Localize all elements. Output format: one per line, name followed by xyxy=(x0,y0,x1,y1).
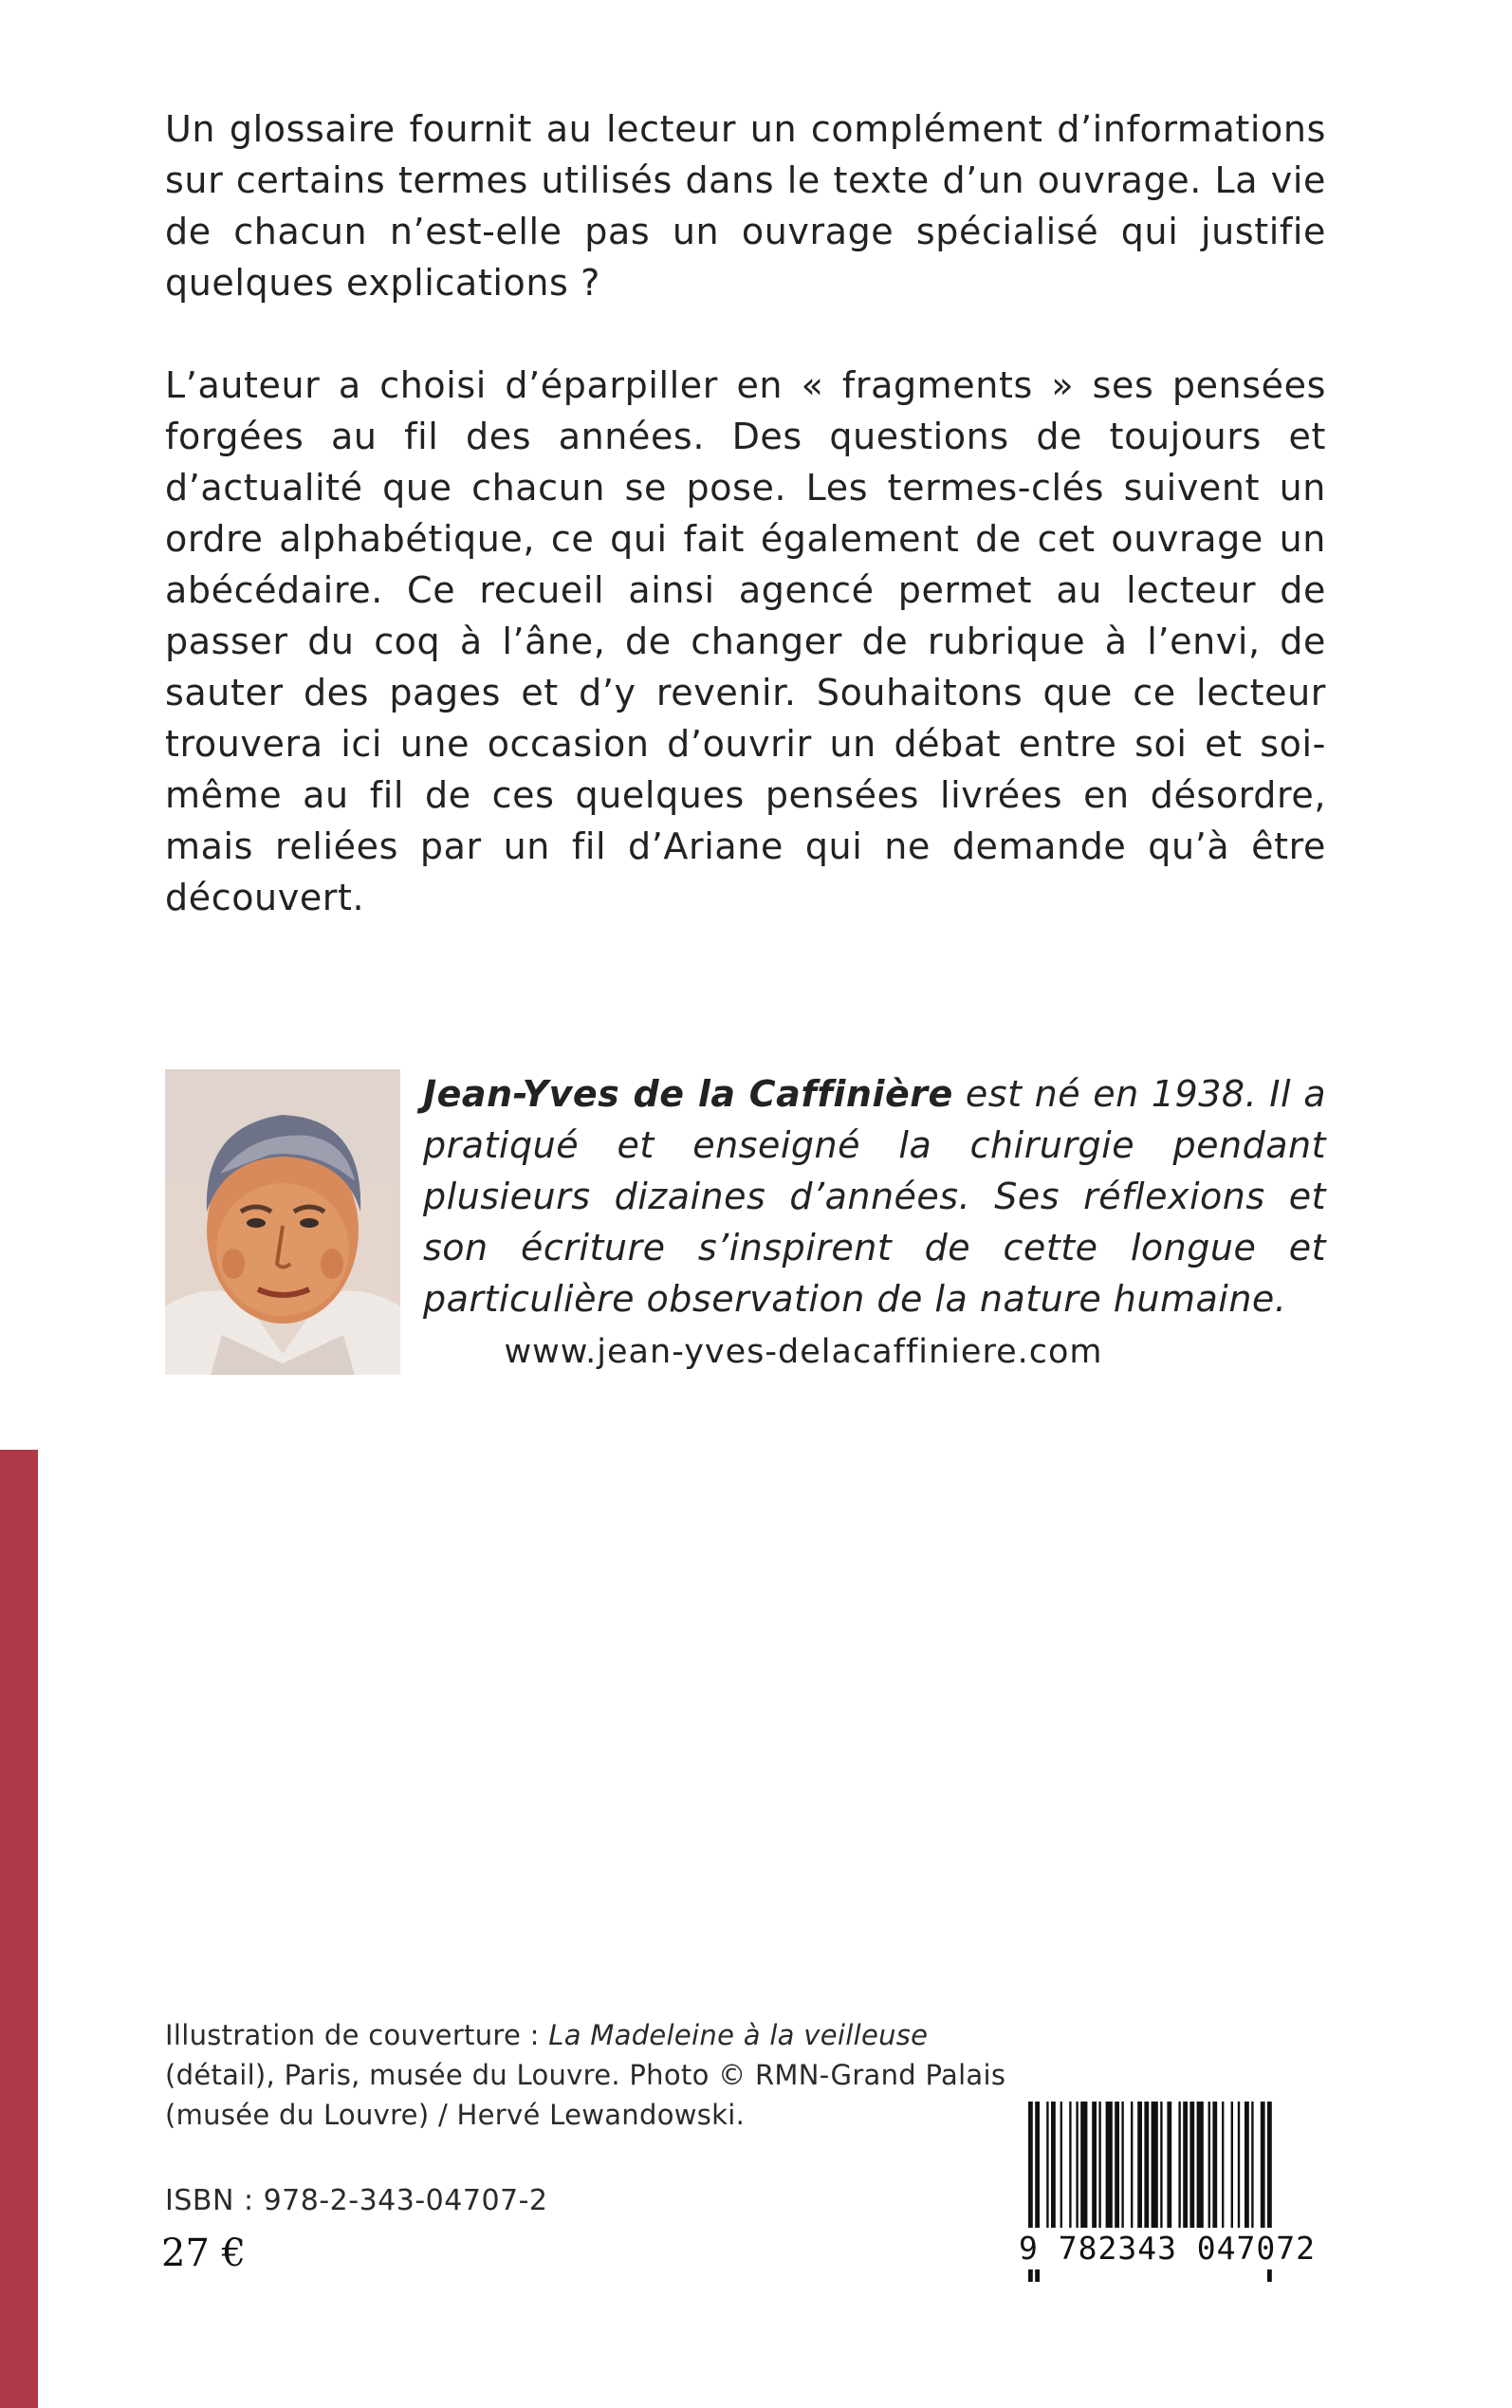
isbn-label: ISBN : 978-2-343-04707-2 xyxy=(165,2184,548,2217)
credits-prefix: Illustration de couverture : xyxy=(165,2019,549,2051)
author-website: www.jean-yves-delacaffiniere.com xyxy=(504,1333,1103,1371)
author-name: Jean-Yves de la Caffinière xyxy=(423,1073,953,1115)
summary-paragraph-2: L’auteur a choisi d’éparpiller en « fragments » ses pensées forgées au fil des années. Des questions de toujours et d’actualité que chacun se pose. Les termes-clés suivent un ordre alphabétique, ce qui fait également de cet ouvrage un abécédaire. Ce recueil ainsi agencé permet au lecteur de passer du coq à l’âne, de changer de rubrique à l’envi, de sauter des pages et d’y revenir. Souhaitons que ce lecteur trouvera ici une occasion d’ouvrir un débat entre soi et soi-même au fil de ces quelques pensées livrées en désordre, mais reliées par un fil d’Ariane qui ne demande qu’à être découvert. xyxy=(165,364,1326,918)
author-portrait xyxy=(165,1069,400,1375)
price-label: 27 € xyxy=(161,2232,247,2275)
summary-paragraph-1: Un glossaire fournit au lecteur un complément d’informations sur certains termes utilisés dans le texte d’un ouvrage. La vie de chacun n’est-elle pas un ouvrage spécialisé qui justifie quelques explications ? xyxy=(165,108,1326,304)
credits-rest: (détail), Paris, musée du Louvre. Photo © RMN-Grand Palais (musée du Louvre) / Hervé Lewandowski. xyxy=(165,2059,1006,2131)
author-bio-text: est né en 1938. Il a pratiqué et enseigné la chirurgie pendant plusieurs dizaines d’années. Ses réflexions et son écriture s’inspirent de cette longue et particulière observation de la nature humaine. xyxy=(423,1073,1326,1320)
author-bio xyxy=(423,1068,1326,1324)
cover-credits xyxy=(165,2015,1019,2135)
spine-color-band xyxy=(0,1450,38,2408)
artwork-title: La Madeleine à la veilleuse xyxy=(548,2019,929,2051)
barcode-digits: 9 782343 047072 xyxy=(1019,2228,1336,2269)
